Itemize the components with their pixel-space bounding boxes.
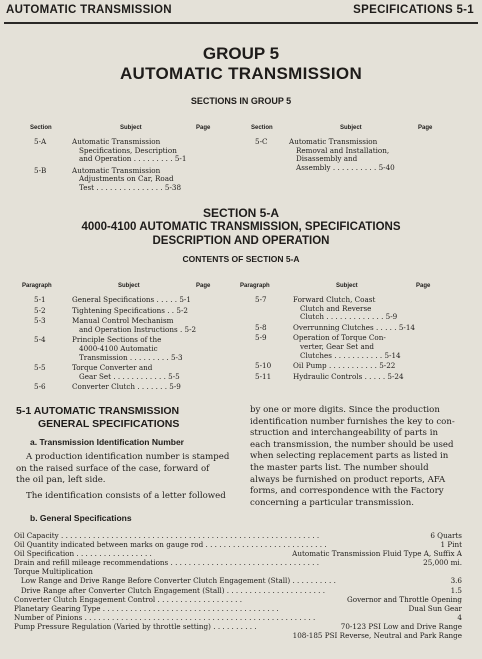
item-subject: [293, 324, 415, 333]
item-subject: [72, 364, 180, 381]
item-subject-line: Transmission . . . . . . . . . 5-3: [79, 352, 183, 362]
item-subject-line: Tightening Specifications . . 5-2: [72, 305, 188, 315]
spec-label: Low Range and Drive Range Before Converter Clutch Engagement (Stall) . . . . . . . . . .: [14, 576, 336, 586]
section-5a-subtitle-2: DESCRIPTION AND OPERATION: [152, 235, 330, 247]
item-subject-line: Assembly . . . . . . . . . . 5-40: [296, 162, 395, 172]
item-subject-line: Clutch and Reverse: [300, 303, 372, 313]
spec-label: Drive Range after Converter Clutch Engagement (Stall) . . . . . . . . . . . . . . . . . . . . . .: [14, 585, 326, 595]
text-line: the oil pan, left side.: [16, 475, 106, 486]
item-subject: [72, 296, 191, 305]
spec-label: Oil Capacity . . . . . . . . . . . . . . . . . . . . . . . . . . . . . . . . . . . . . . . . . . . . . . . . . . . . . . . . .: [14, 531, 320, 540]
spec-value: 70-123 PSI Low and Drive Range: [340, 621, 462, 631]
list-item: [34, 296, 234, 305]
header-rule: [4, 22, 478, 24]
sections-heading: SECTIONS IN GROUP 5: [190, 96, 292, 106]
list-item: [255, 138, 465, 172]
item-subject-line: Hydraulic Controls . . . . . 5-24: [293, 371, 404, 381]
item-subject: [293, 362, 395, 371]
item-subject: [72, 138, 186, 164]
text-line: each transmission, the number should be used: [250, 439, 454, 450]
text-line: identification number furnishes the key to con-: [250, 416, 455, 427]
item-subject: [72, 167, 181, 193]
para-5-1a-text: [16, 452, 231, 487]
item-subject-line: Torque Converter and: [72, 363, 153, 373]
list-item: [34, 138, 234, 164]
col-subject-left-2: Subject: [118, 283, 140, 289]
text-line: concerning a particular transmission.: [250, 497, 414, 508]
spec-value: 1 Pint: [440, 540, 462, 550]
group-subtitle: AUTOMATIC TRANSMISSION: [119, 64, 363, 83]
item-subject-line: Removal and Installation,: [296, 145, 390, 155]
item-number: 5-11: [255, 371, 272, 381]
text-line: when selecting replacement parts as listed in: [250, 451, 449, 462]
item-subject-line: Clutch . . . . . . . . . . . . . 5-9: [300, 312, 398, 322]
col-section-left: Section: [30, 125, 52, 131]
item-subject-line: Gear Set . . . . . . . . . . . . 5-5: [79, 371, 180, 381]
spec-row: [14, 576, 462, 585]
list-item: [34, 364, 234, 381]
item-number: 5-4: [34, 335, 46, 345]
spec-row: [14, 531, 462, 540]
spec-value: 25,000 mi.: [423, 558, 462, 568]
spec-value: [458, 567, 462, 576]
spec-row: [14, 586, 462, 595]
spec-row: [14, 631, 462, 640]
list-item: [255, 334, 465, 360]
text-line: always be furnished on product reports, AFA: [250, 474, 446, 485]
item-subject-line: verter, Gear Set and: [300, 341, 374, 351]
spec-row: [14, 549, 462, 558]
col-page-left-2: Page: [196, 283, 211, 289]
contents-heading: CONTENTS OF SECTION 5-A: [182, 254, 300, 264]
item-subject-line: Clutches . . . . . . . . . . . 5-14: [300, 350, 401, 360]
col-paragraph-left: Paragraph: [22, 283, 52, 289]
text-line: the master parts list. The number should: [250, 462, 429, 473]
spec-label: Oil Specification . . . . . . . . . . . . . . . . .: [14, 549, 152, 559]
general-specifications-table: [14, 531, 462, 640]
item-subject: [72, 383, 181, 392]
item-number: 5-B: [34, 165, 47, 175]
item-number: 5-2: [34, 305, 46, 315]
list-item: [34, 383, 234, 392]
col-subject-left: Subject: [120, 125, 142, 131]
item-subject: [293, 334, 401, 360]
para-5-1-heading-2: GENERAL SPECIFICATIONS: [38, 418, 180, 430]
item-subject-line: and Operation . . . . . . . . . 5-1: [79, 154, 187, 164]
list-item: [255, 324, 465, 333]
spec-value: Governor and Throttle Opening: [347, 594, 462, 604]
list-item: [255, 373, 465, 382]
spec-value: 4: [457, 612, 462, 622]
section-5a-title: SECTION 5-A: [202, 206, 279, 220]
item-subject: [72, 307, 188, 316]
spec-row: [14, 613, 462, 622]
text-line: The identification consists of a letter followed: [26, 491, 226, 501]
item-subject-line: Manual Control Mechanism: [72, 316, 174, 326]
item-subject-line: Automatic Transmission: [72, 165, 161, 175]
para-5-1-heading: 5-1 AUTOMATIC TRANSMISSION: [16, 405, 180, 417]
list-item: [34, 307, 234, 316]
spec-label: Torque Multiplication: [14, 567, 93, 577]
group-title: GROUP 5: [202, 44, 280, 63]
col-page-right-2: Page: [416, 283, 431, 289]
text-line: forms, and correspondence with the Factory: [250, 486, 444, 497]
spec-label: Oil Quantity indicated between marks on gauge rod . . . . . . . . . . . . . . . . . . . . . . . . . . .: [14, 540, 327, 550]
spec-value: 108-185 PSI Reverse, Neutral and Park Range: [292, 631, 462, 641]
item-subject-line: Forward Clutch, Coast: [293, 295, 376, 304]
group-sections-right: [255, 138, 465, 175]
list-item: [34, 317, 234, 334]
contents-list-right: [255, 296, 465, 383]
spec-row: [14, 558, 462, 567]
item-subject-line: Adjustments on Car, Road: [79, 174, 174, 184]
item-subject: [72, 317, 196, 334]
item-subject: [72, 336, 183, 362]
item-number: 5-1: [34, 295, 46, 304]
spec-row: [14, 595, 462, 604]
spec-row: [14, 567, 462, 576]
spec-label: Number of Pinions . . . . . . . . . . . . . . . . . . . . . . . . . . . . . . . . . . . . . . . . . . . . . . . . . . .: [14, 612, 316, 622]
item-subject: [293, 373, 404, 382]
item-subject-line: Oil Pump . . . . . . . . . . . 5-22: [293, 361, 396, 371]
sub-b-heading: b. General Specifications: [30, 513, 132, 523]
item-subject: [289, 138, 395, 172]
col-paragraph-right: Paragraph: [240, 283, 270, 289]
para-5-1a-continued: [250, 405, 475, 509]
section-5a-subtitle: 4000-4100 AUTOMATIC TRANSMISSION, SPECIFICATIONS: [81, 221, 401, 233]
item-subject-line: Disassembly and: [296, 154, 358, 164]
item-subject: [293, 296, 397, 322]
text-line: by one or more digits. Since the production: [250, 405, 440, 415]
item-number: 5-3: [34, 316, 46, 326]
running-header-left: AUTOMATIC TRANSMISSION: [6, 4, 172, 16]
item-subject-line: Converter Clutch . . . . . . . 5-9: [72, 382, 181, 392]
col-section-right: Section: [251, 125, 273, 131]
spec-value: 1.5: [450, 585, 462, 595]
list-item: [34, 167, 234, 193]
item-subject-line: and Operation Instructions . 5-2: [79, 324, 197, 334]
item-subject-line: Automatic Transmission: [72, 137, 161, 146]
spec-row: [14, 622, 462, 631]
item-number: 5-8: [255, 322, 267, 332]
spec-label: Converter Clutch Engagement Control . . . . . . . . . . . . . . . . . . .: [14, 594, 243, 604]
item-number: 5-10: [255, 361, 272, 371]
text-line: A production identification number is stamped: [26, 452, 230, 462]
col-page-left: Page: [196, 125, 211, 131]
col-subject-right: Subject: [340, 125, 362, 131]
list-item: [255, 362, 465, 371]
para-5-1a-text-2: [16, 491, 231, 503]
item-number: 5-5: [34, 363, 46, 373]
spec-row: [14, 604, 462, 613]
col-page-right: Page: [418, 125, 433, 131]
text-line: on the raised surface of the case, forward of: [16, 463, 210, 474]
item-subject-line: Operation of Torque Con-: [293, 333, 386, 343]
text-line: struction and interchangeability of parts in: [250, 428, 438, 439]
item-number: 5-A: [34, 137, 47, 146]
item-number: 5-C: [255, 137, 268, 146]
list-item: [255, 296, 465, 322]
item-subject-line: Test . . . . . . . . . . . . . . . 5-38: [79, 182, 182, 192]
running-header-right: SPECIFICATIONS 5-1: [353, 4, 474, 16]
spec-value: 3.6: [450, 576, 462, 586]
list-item: [34, 336, 234, 362]
item-subject-line: Overrunning Clutches . . . . . 5-14: [293, 322, 415, 332]
spec-value: Automatic Transmission Fluid Type A, Suffix A: [292, 549, 462, 559]
spec-label: Pump Pressure Regulation (Varied by throttle setting) . . . . . . . . . .: [14, 621, 257, 631]
item-subject-line: Automatic Transmission: [289, 137, 378, 146]
item-subject-line: General Specifications . . . . . 5-1: [72, 295, 191, 304]
item-number: 5-7: [255, 295, 267, 304]
spec-value: 6 Quarts: [430, 531, 462, 540]
item-number: 5-6: [34, 382, 46, 392]
col-subject-right-2: Subject: [336, 283, 358, 289]
item-number: 5-9: [255, 333, 267, 343]
spec-label: Planetary Gearing Type . . . . . . . . . . . . . . . . . . . . . . . . . . . . . . . . . . . . . . .: [14, 603, 279, 613]
item-subject-line: Principle Sections of the: [72, 335, 162, 345]
contents-list-left: [34, 296, 234, 394]
sub-a-heading: a. Transmission Identification Number: [30, 437, 184, 447]
item-subject-line: 4000-4100 Automatic: [79, 343, 158, 353]
spec-value: Dual Sun Gear: [408, 603, 462, 613]
spec-row: [14, 540, 462, 549]
spec-label: Drain and refill mileage recommendations . . . . . . . . . . . . . . . . . . . . . . . . . . . . . . . . .: [14, 558, 320, 568]
item-subject-line: Specifications, Description: [79, 145, 177, 155]
group-sections-left: [34, 138, 234, 196]
